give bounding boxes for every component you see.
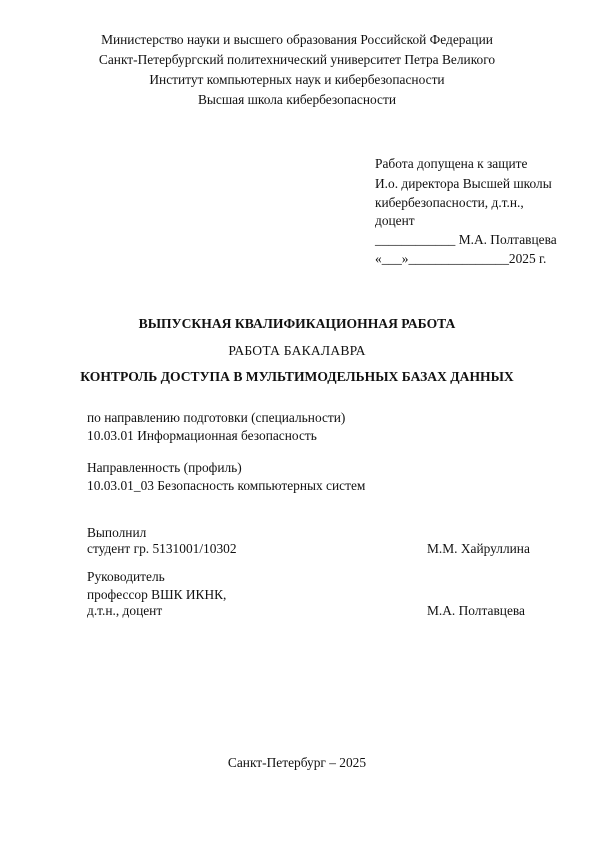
approval-line-4: доцент <box>375 213 415 228</box>
university-line: Санкт-Петербургский политехнический университет Петра Великого <box>98 52 496 67</box>
author-position: студент гр. 5131001/10302 <box>87 541 237 556</box>
direction-label: по направлению подготовки (специальности) <box>87 410 346 425</box>
supervisor-name: М.А. Полтавцева <box>427 603 525 618</box>
direction-value: 10.03.01 Информационная безопасность <box>87 428 317 443</box>
approval-signature-line: ____________ М.А. Полтавцева <box>375 232 557 247</box>
approval-line-1: Работа допущена к защите <box>375 156 528 171</box>
approval-line-2: И.о. директора Высшей школы <box>375 176 552 191</box>
profile-label: Направленность (профиль) <box>87 460 242 475</box>
institute-line: Институт компьютерных наук и кибербезопасности <box>149 72 445 87</box>
work-topic: КОНТРОЛЬ ДОСТУПА В МУЛЬТИМОДЕЛЬНЫХ БАЗАХ ДАННЫХ <box>80 369 514 384</box>
author-name: М.М. Хайруллина <box>427 541 530 556</box>
supervisor-position-line1: профессор ВШК ИКНК, <box>87 587 227 602</box>
profile-value: 10.03.01_03 Безопасность компьютерных систем <box>87 478 366 493</box>
supervisor-label: Руководитель <box>87 569 165 584</box>
school-line: Высшая школа кибербезопасности <box>197 92 397 107</box>
ministry-line: Министерство науки и высшего образования Российской Федерации <box>101 32 493 47</box>
work-type-title: ВЫПУСКНАЯ КВАЛИФИКАЦИОННАЯ РАБОТА <box>138 316 456 331</box>
approval-date-line: «___»_______________2025 г. <box>375 251 547 266</box>
author-label: Выполнил <box>87 525 147 540</box>
supervisor-position-line2: д.т.н., доцент <box>87 603 163 618</box>
approval-line-3: кибербезопасности, д.т.н., <box>375 195 524 210</box>
work-subtype: РАБОТА БАКАЛАВРА <box>228 343 366 358</box>
city-year: Санкт-Петербург – 2025 <box>227 755 367 770</box>
